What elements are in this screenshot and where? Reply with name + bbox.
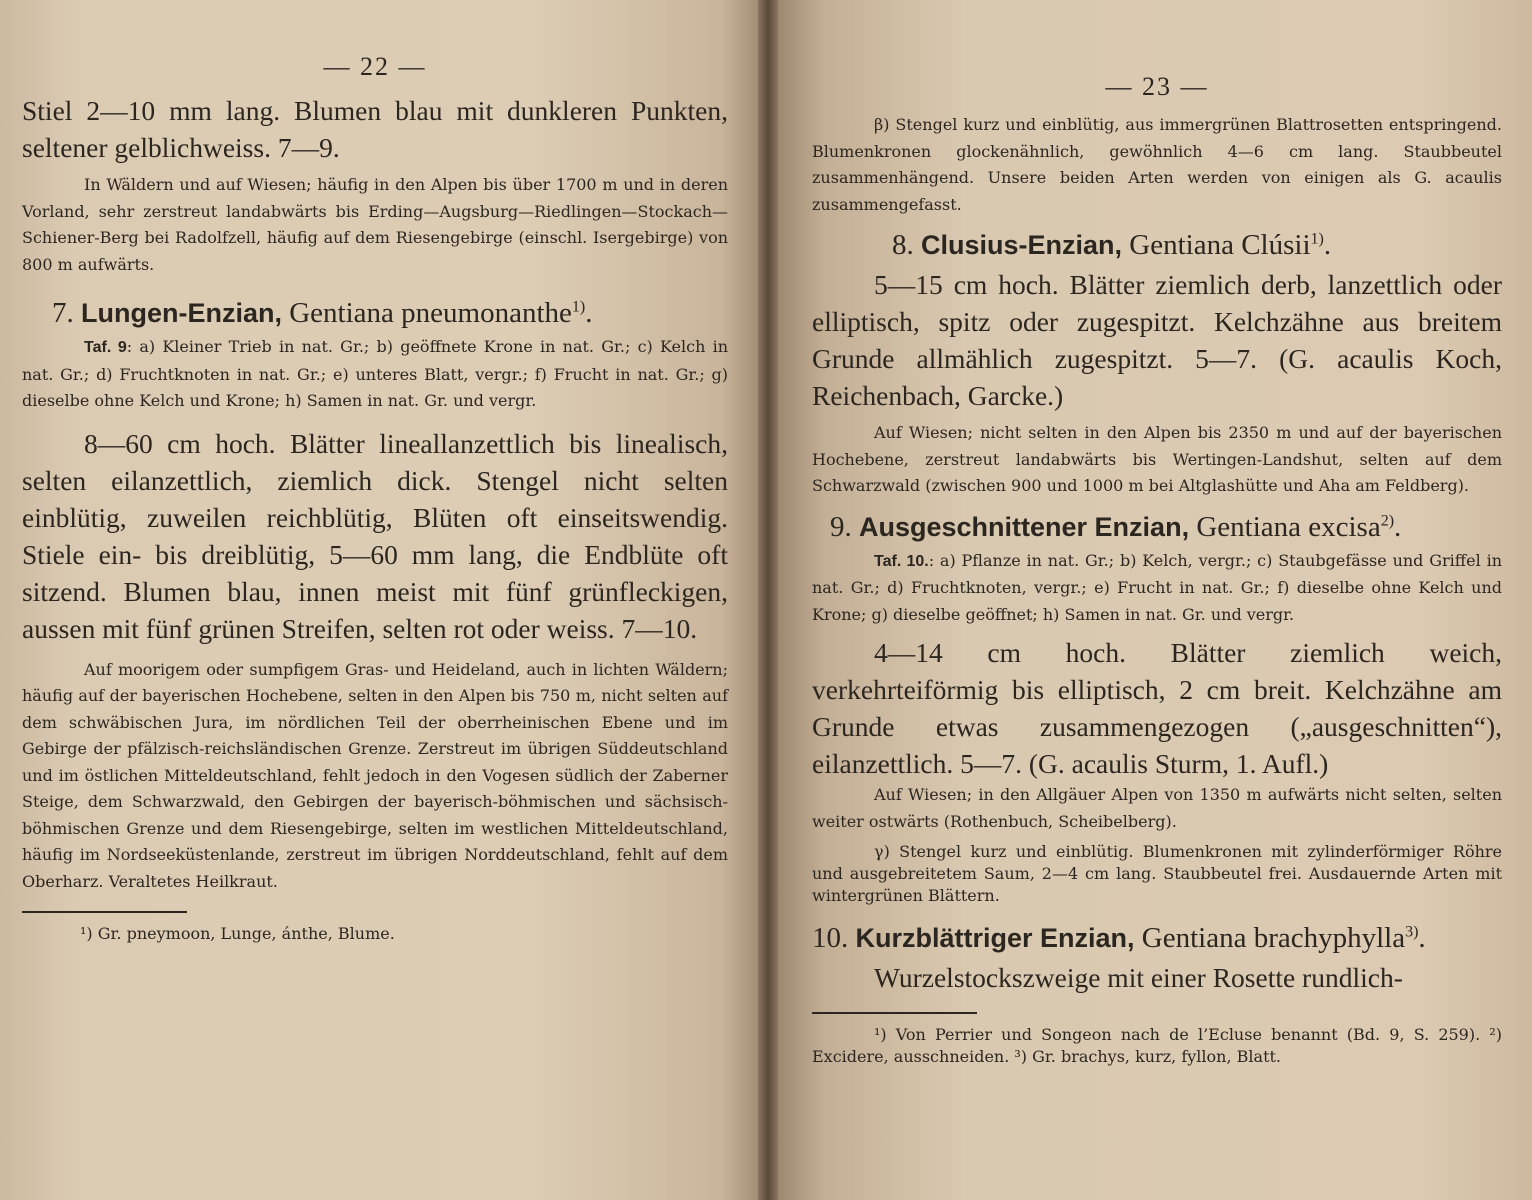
species-latin-name: Gentiana brachyphylla xyxy=(1141,922,1406,954)
book-gutter xyxy=(758,0,778,1200)
description-paragraph: 8—60 cm hoch. Blätter lineallanzettlich bis linealisch, selten eilanzettlich, ziemlich dick. Stengel nicht selten einblütig, zuweilen reichblütig, Blüten oft einseitswendig. Stiele ein- bis dreiblütig, 5—60 mm lang, die Endblüte oft sitzend. Blumen blau, innen meist mit fünf grünfleckigen, aussen mit fünf grünen Streifen, selten rot oder weiss. 7—10. xyxy=(22,427,728,644)
species-common-name: Clusius-Enzian, xyxy=(921,230,1123,260)
species-number: 7. xyxy=(52,297,74,329)
species-common-name: Kurzblättriger Enzian, xyxy=(855,923,1135,953)
description-paragraph: 5—15 cm hoch. Blätter ziemlich derb, lanzettlich oder elliptisch, spitz oder zugespitzt. Kelchzähne aus breitem Grunde allmählich zugespitzt. 5—7. (G. acaulis Koch, Reichenbach, Garcke.) xyxy=(812,269,1502,411)
species-heading xyxy=(812,506,1502,548)
description-paragraph: 4—14 cm hoch. Blätter ziemlich weich, verkehrteiförmig bis elliptisch, 2 cm breit. Kelchzähne am Grunde etwas zusammengezogen („ausgeschnitten“), eilanzettlich. 5—7. (G. acaulis Sturm, 1. Aufl.) xyxy=(812,637,1502,779)
plate-text: : a) Kleiner Trieb in nat. Gr.; b) geöffnete Krone in nat. Gr.; c) Kelch in nat. Gr.; d) Fruchtknoten in nat. Gr.; e) unteres Blatt, vergr.; f) Frucht in nat. Gr.; g) dieselbe ohne Kelch und Krone; h) Samen in nat. Gr. und vergr. xyxy=(22,337,729,410)
species-heading xyxy=(812,917,1502,959)
species-common-name: Lungen-Enzian, xyxy=(81,298,282,328)
right-page xyxy=(778,0,1532,1200)
species-latin-name: Gentiana Clúsii xyxy=(1129,229,1311,261)
paragraph: Stiel 2—10 mm lang. Blumen blau mit dunkleren Punkten, seltener gelblichweiss. 7—9. xyxy=(22,95,728,163)
plate-text: : a) Pflanze in nat. Gr.; b) Kelch, vergr.; c) Staubgefässe und Griffel in nat. Gr.; d) Fruchtknoten, vergr.; e) Frucht in nat. Gr.; f) dieselbe ohne Kelch und Krone; g) dieselbe geöffnet; h) Samen in nat. Gr. und vergr. xyxy=(812,550,1503,624)
species-heading xyxy=(812,224,1502,266)
habitat-paragraph: Auf moorigem oder sumpfigem Gras- und Heideland, auch in lichten Wäldern; häufig auf der bayerischen Hochebene, selten in den Alpen bis 750 m, nicht selten auf dem schwäbischen Jura, im nördlichen Teil der oberrheinischen Ebene und im Gebirge der pfälzisch-reichsländischen Grenze. Zerstreut im übrigen Süddeutschland und im östlichen Mitteldeutschland, fehlt jedoch in den Vogesen südlich der Zaberner Steige, dem Schwarzwald, den Gebirgen der bayerisch-böhmischen und sächsisch-böhmischen Grenze und dem Riesengebirge, selten im westlichen Mitteldeutschland, häufig im Nordseeküstenlande, zerstreut im übrigen Norddeutschland, fehlt auf dem Oberharz. Veraltetes Heilkraut. xyxy=(22,659,728,891)
species-common-name: Ausgeschnittener Enzian, xyxy=(859,511,1190,542)
description-paragraph: Wurzelstockszweige mit einer Rosette rundlich- xyxy=(874,962,1403,993)
subgroup-paragraph: γ) Stengel kurz und einblütig. Blumenkronen mit zylinderförmiger Röhre und ausgebreitetem Saum, 2—4 cm lang. Staubbeutel frei. Ausdauernde Arten mit wintergrünen Blättern. xyxy=(812,842,1502,905)
plate-label: Taf. 9 xyxy=(84,339,127,356)
habitat-paragraph: Auf Wiesen; in den Allgäuer Alpen von 1350 m aufwärts nicht selten, selten weiter ostwärts (Rothenbuch, Scheibelberg). xyxy=(812,785,1502,831)
habitat-paragraph: Auf Wiesen; nicht selten in den Alpen bis 2350 m und auf der bayerischen Hochebene, zerstreut landabwärts bis Wertingen-Landshut, selten auf dem Schwarzwald (zwischen 900 und 1000 m bei Altglashütte und Aha am Feldberg). xyxy=(812,423,1502,495)
species-number: 8. xyxy=(892,229,914,261)
plate-caption xyxy=(22,334,728,415)
species-latin-name: Gentiana excisa xyxy=(1196,510,1381,543)
heading-end: . xyxy=(585,297,593,329)
species-number: 9. xyxy=(830,510,852,543)
plate-label: Taf. 10. xyxy=(874,552,929,570)
heading-end: . xyxy=(1394,510,1402,543)
species-latin-name: Gentiana pneumonanthe xyxy=(289,297,572,329)
heading-end: . xyxy=(1418,922,1426,954)
plate-caption xyxy=(812,548,1502,629)
page-number: — 22 — xyxy=(323,52,427,81)
footnote-rule xyxy=(812,1012,977,1014)
page-number: — 23 — xyxy=(1105,72,1209,101)
footnote-ref: 3) xyxy=(1405,923,1419,941)
habitat-paragraph: In Wäldern und auf Wiesen; häufig in den Alpen bis über 1700 m und in deren Vorland, sehr zerstreut landabwärts bis Erding—Augsburg—Riedlingen—Stockach—Schiener-Berg bei Radolfzell, häufig auf dem Riesengebirge (einschl. Isergebirge) von 800 m aufwärts. xyxy=(22,175,728,274)
left-page xyxy=(0,0,758,1200)
footnote-ref: 2) xyxy=(1380,511,1395,529)
species-number: 10. xyxy=(812,922,849,954)
footnote: ¹) Von Perrier und Songeon nach de l’Ecluse benannt (Bd. 9, S. 259). ²) Excidere, ausschneiden. ³) Gr. brachys, kurz, fyllon, Blatt. xyxy=(812,1025,1502,1066)
footnote-ref: 1) xyxy=(1310,230,1324,248)
footnote-rule xyxy=(22,911,187,913)
footnote-ref: 1) xyxy=(571,298,586,316)
footnote: ¹) Gr. pneymoon, Lunge, ánthe, Blume. xyxy=(80,924,395,943)
heading-end: . xyxy=(1323,229,1332,261)
species-heading xyxy=(22,292,728,334)
subgroup-paragraph: β) Stengel kurz und einblütig, aus immergrünen Blattrosetten entspringend. Blumenkronen glockenähnlich, gewöhnlich 4—6 cm lang. Staubbeutel zusammenhängend. Unsere beiden Arten werden von einigen als G. acaulis zusammengefasst. xyxy=(812,115,1502,214)
